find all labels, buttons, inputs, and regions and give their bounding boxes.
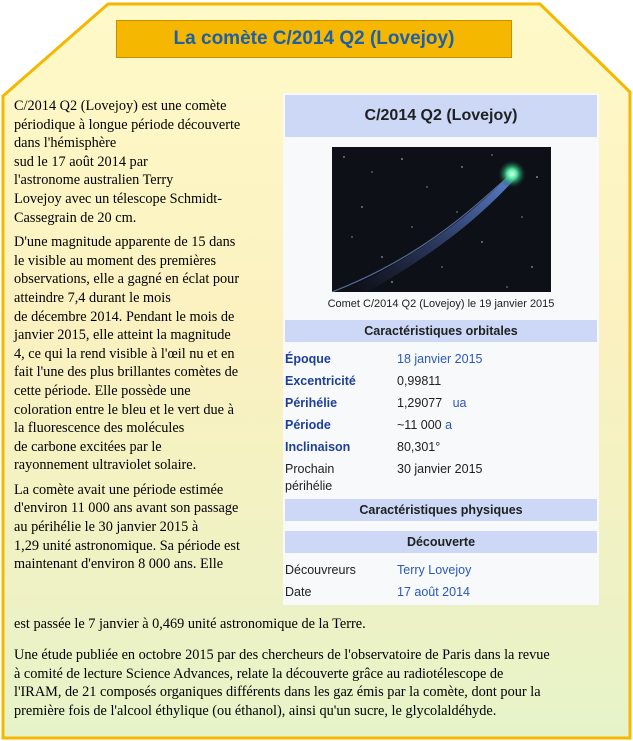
text-line: coloration entre le bleu et le vert due à: [14, 401, 234, 418]
text-line: de décembre 2014. Pendant le mois de: [14, 308, 235, 325]
text-line: rayonnement ultraviolet solaire.: [14, 457, 197, 474]
text-line: maintenant d'environ 8 000 ans. Elle: [14, 556, 224, 573]
text-line: C/2014 Q2 (Lovejoy) est une comète: [14, 98, 227, 114]
page-title-banner: [116, 20, 512, 58]
text-line: d'environ 11 000 ans avant son passage: [14, 500, 239, 517]
physical-header: Caractéristiques physiques: [285, 499, 597, 521]
text-line: 1,29 unité astronomique. Sa période est: [14, 537, 240, 554]
text-line: Cassegrain de 20 cm.: [14, 209, 137, 226]
row-excentricite: [285, 373, 597, 391]
value-number: ~11 000: [397, 418, 442, 432]
text-line: l'IRAM, de 21 composés organiques différents dans les gaz émis par la comète, dont pour la: [14, 684, 541, 701]
article-column: [14, 97, 276, 580]
page-title: La comète C/2014 Q2 (Lovejoy): [173, 28, 455, 49]
text-line: observations, elle a gagné en éclat pour: [14, 271, 240, 288]
text-line: D'une magnitude apparente de 15 dans: [14, 234, 236, 251]
paragraph-intro: [14, 97, 276, 227]
text-line: dans l'hémisphère: [14, 135, 117, 152]
text-line: La comète avait une période estimée: [14, 481, 224, 498]
text-line: première fois de l'alcool éthylique (ou éthanol), ainsi qu'un sucre, le glycolaldéhyde.: [14, 702, 497, 719]
text-line: le visible au moment des premières: [14, 252, 217, 269]
text-line: périodique à longue période découverte: [14, 116, 241, 133]
row-decouvreurs: [285, 562, 597, 580]
value-epoque[interactable]: 18 janvier 2015: [397, 352, 483, 366]
infobox: [283, 93, 599, 605]
value-periode: [397, 417, 452, 434]
paragraph-period-end: [14, 615, 366, 634]
text-line: fait l'une des plus brillantes comètes de: [14, 364, 239, 381]
text-line: atteindre 7,4 durant le mois: [14, 289, 171, 306]
text-line: Lovejoy avec un télescope Schmidt-: [14, 190, 223, 207]
text-line: sud le 17 août 2014 par: [14, 153, 148, 170]
value-prochain-perihelie: 30 janvier 2015: [397, 462, 483, 476]
key-excentricite[interactable]: Excentricité: [285, 374, 356, 388]
row-date: [285, 584, 597, 602]
paragraph-study: [14, 646, 550, 720]
text-line: cette période. Elle possède une: [14, 382, 191, 399]
paragraph-period: [14, 481, 276, 574]
key-perihelie[interactable]: Périhélie: [285, 396, 338, 410]
text-line: l'astronome australien Terry: [14, 172, 174, 189]
text-line: janvier 2015, elle atteint la magnitude: [14, 327, 231, 344]
row-epoque: [285, 351, 597, 369]
unit-ua-link[interactable]: ua: [452, 396, 467, 410]
discovery-header: Découverte: [285, 531, 597, 553]
row-inclinaison: [285, 439, 597, 457]
key-periode[interactable]: Période: [285, 418, 331, 432]
key-decouvreurs: Découvreurs: [285, 563, 356, 577]
text-line: au périhélie le 30 janvier 2015 à: [14, 519, 199, 536]
value-perihelie: [397, 395, 467, 412]
text-line: est passée le 7 janvier à 0,469 unité astronomique de la Terre.: [14, 616, 366, 632]
paragraph-magnitude: [14, 233, 276, 475]
value-excentricite: 0,99811: [397, 374, 442, 388]
row-periode: [285, 417, 597, 435]
row-perihelie: [285, 395, 597, 413]
comet-image[interactable]: [332, 147, 551, 292]
orbital-header: Caractéristiques orbitales: [285, 320, 597, 342]
value-inclinaison: 80,301°: [397, 440, 441, 454]
value-number: 1,29077: [397, 396, 443, 410]
value-date[interactable]: 17 août 2014: [397, 585, 470, 599]
value-decouvreurs[interactable]: Terry Lovejoy: [397, 563, 472, 577]
key-inclinaison[interactable]: Inclinaison: [285, 440, 351, 454]
image-caption: Comet C/2014 Q2 (Lovejoy) le 19 janvier 2015: [327, 298, 555, 310]
text-line: à comité de lecture Science Advances, relate la découverte grâce au radiotélescope de: [14, 665, 504, 682]
infobox-title: C/2014 Q2 (Lovejoy): [285, 95, 597, 137]
key-date: Date: [285, 585, 312, 599]
unit-annee-link[interactable]: a: [445, 418, 453, 432]
key-prochain-perihelie: Prochain périhélie: [285, 462, 335, 493]
text-line: Une étude publiée en octobre 2015 par des chercheurs de l'observatoire de Paris dans la revue: [14, 647, 550, 663]
text-line: 4, ce qui la rend visible à l'œil nu et en: [14, 345, 235, 362]
text-line: la fluorescence des molécules: [14, 420, 185, 437]
key-epoque[interactable]: Époque: [285, 352, 331, 366]
text-line: de carbone excitées par le: [14, 438, 162, 455]
row-prochain-perihelie: [285, 461, 597, 497]
